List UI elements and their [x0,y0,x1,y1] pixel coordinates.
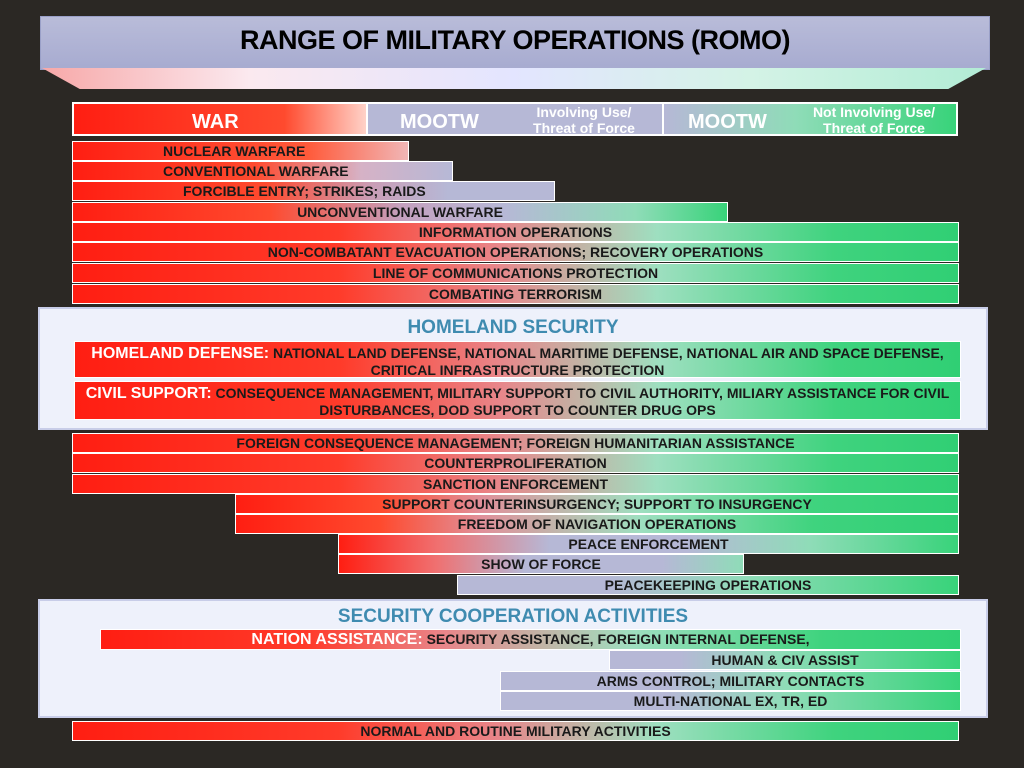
security-item-bar [500,671,961,691]
op-label: COMBATING TERRORISM [428,286,603,302]
op-bar [72,181,555,201]
security-cooperation-title: SECURITY COOPERATION ACTIVITIES [337,606,689,627]
op-label: SUPPORT COUNTERINSURGENCY; SUPPORT TO INSURGENCY [382,496,812,512]
op-label: UNCONVENTIONAL WARFARE [297,204,503,220]
security-item-label: MULTI-NATIONAL EX, TR, ED [633,693,828,709]
op-label: FREEDOM OF NAVIGATION OPERATIONS [457,516,737,532]
homeland-security-title: HOMELAND SECURITY [407,317,619,338]
op-label: PEACEKEEPING OPERATIONS [604,577,812,593]
title-banner-base [42,68,986,89]
op-bar [457,575,959,595]
homeland-security-panel [38,307,988,430]
op-bar [338,554,744,574]
security-item-label: HUMAN & CIV ASSIST [711,652,859,668]
op-bar [72,202,728,222]
security-item-bar [609,650,961,670]
header-mootw-noforce-sub: Not Involving Use/ Threat of Force [812,104,936,136]
op-bar [72,453,959,473]
routine-activities-bar [72,721,959,741]
op-label: NON-COMBATANT EVACUATION OPERATIONS; RECOVERY OPERATIONS [267,244,764,260]
op-bar [235,494,959,514]
homeland-defense-box [74,341,961,378]
security-item-label: ARMS CONTROL; MILITARY CONTACTS [596,673,865,689]
op-bar [338,534,959,554]
op-bar [72,141,409,161]
op-bar [72,263,959,283]
op-label: CONVENTIONAL WARFARE [163,163,349,179]
civil-support-box [74,381,961,420]
header-mootw-force [366,102,664,136]
op-bar [72,161,453,181]
homeland-defense-label: HOMELAND DEFENSE: [91,345,270,362]
page-title: RANGE OF MILITARY OPERATIONS (ROMO) [240,25,790,55]
security-cooperation-panel [38,599,988,718]
homeland-defense-text: NATIONAL LAND DEFENSE, NATIONAL MARITIME DEFENSE, NATIONAL AIR AND SPACE DEFENSE, CRITICAL INFRASTRUCTURE PROTECTION [272,345,944,378]
op-label: SHOW OF FORCE [481,556,601,572]
title-banner [40,16,990,70]
op-label: FOREIGN CONSEQUENCE MANAGEMENT; FOREIGN HUMANITARIAN ASSISTANCE [236,435,795,451]
op-label: NUCLEAR WARFARE [163,143,306,159]
civil-support-text: CONSEQUENCE MANAGEMENT, MILITARY SUPPORT TO CIVIL AUTHORITY, MILIARY ASSISTANCE FOR CIVIL DISTURBANCES, DOD SUPPORT TO COUNTER DRUG OPS [215,385,950,418]
op-bar [72,284,959,304]
header-mootw-force-label: MOOTW [400,111,479,133]
op-label: FORCIBLE ENTRY; STRIKES; RAIDS [183,183,426,199]
header-war [72,102,368,136]
header-war-label: WAR [192,111,239,133]
nation-assistance-box [100,629,961,650]
civil-support-label: CIVIL SUPPORT: [85,385,212,402]
op-label: LINE OF COMMUNICATIONS PROTECTION [372,265,659,281]
op-bar [72,433,959,453]
op-label: SANCTION ENFORCEMENT [422,476,609,492]
header-mootw-noforce-label: MOOTW [688,111,767,133]
nation-assistance-text: SECURITY ASSISTANCE, FOREIGN INTERNAL DEFENSE, [426,631,810,647]
header-mootw-force-sub: Involving Use/ Threat of Force [533,104,635,136]
op-bar [72,474,959,494]
op-label: PEACE ENFORCEMENT [568,536,729,552]
op-bar [72,242,959,262]
op-bar [72,222,959,242]
op-label: INFORMATION OPERATIONS [418,224,613,240]
routine-activities-label: NORMAL AND ROUTINE MILITARY ACTIVITIES [360,723,671,739]
security-item-bar [500,691,961,711]
header-mootw-noforce [662,102,958,136]
nation-assistance-label: NATION ASSISTANCE: [251,631,423,648]
op-bar [235,514,959,534]
op-label: COUNTERPROLIFERATION [424,455,607,471]
